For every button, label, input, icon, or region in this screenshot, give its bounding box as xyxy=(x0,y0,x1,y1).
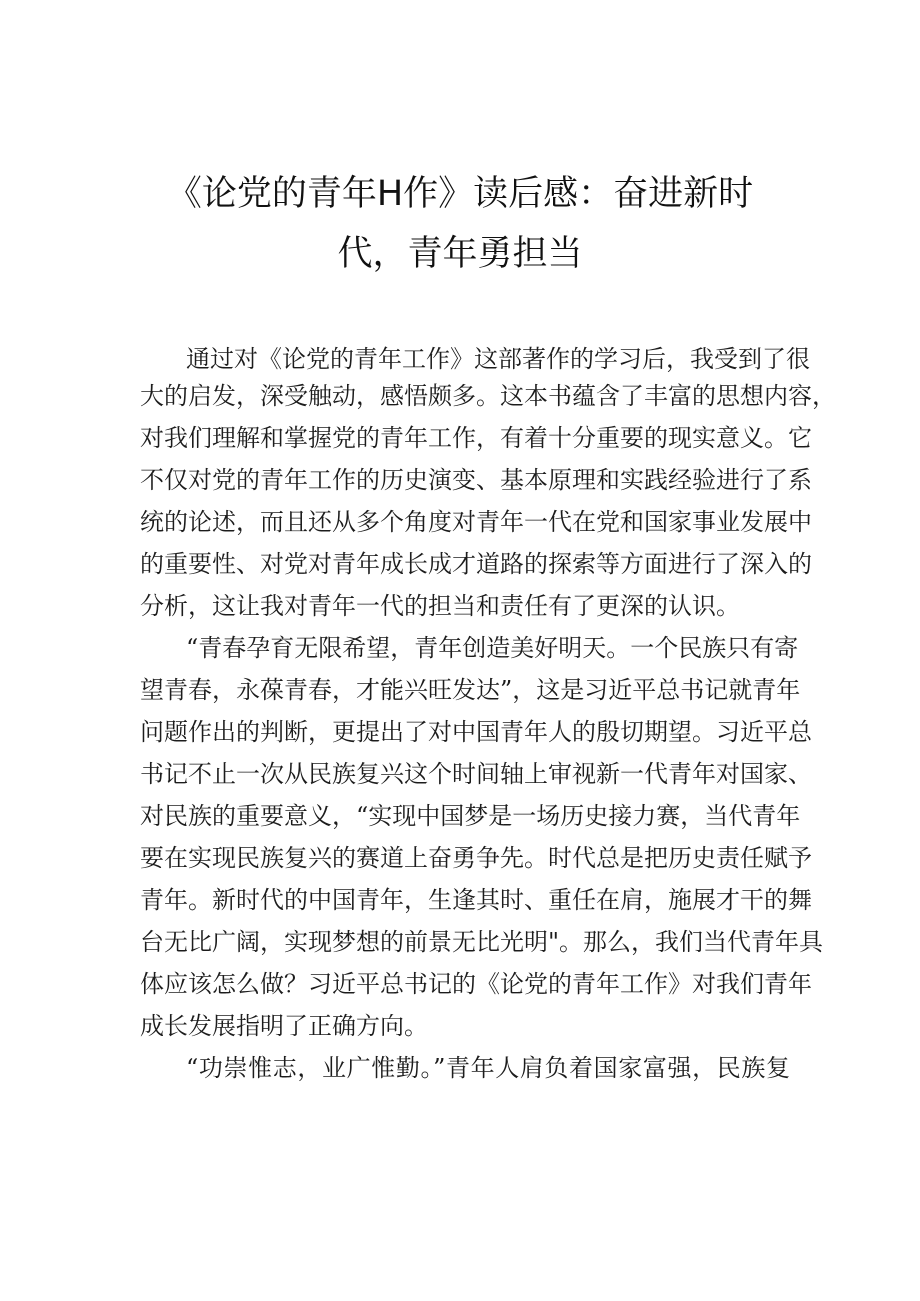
document-title-line-1: 《论党的青年H作》读后感：奋进新时 xyxy=(166,174,754,214)
text-line: 书记不止一次从民族复兴这个时间轴上审视新一代青年对国家、 xyxy=(140,760,812,788)
text-line: 望青春，永葆青春，才能兴旺发达”，这是习近平总书记就青年 xyxy=(140,676,801,704)
text-line: 要在实现民族复兴的赛道上奋勇争先。时代总是把历史责任赋予 xyxy=(140,844,812,872)
text-line: 青年。新时代的中国青年，生逢其时、重任在肩，施展才干的舞 xyxy=(140,886,812,914)
document-title-line-2: 代，青年勇担当 xyxy=(337,234,583,274)
text-line: “青春孕育无限希望，青年创造美好明天。一个民族只有寄 xyxy=(186,634,799,662)
text-line: 体应该怎么做？习近平总书记的《论党的青年工作》对我们青年 xyxy=(140,970,812,998)
text-line: 对民族的重要意义，“实现中国梦是一场历史接力赛，当代青年 xyxy=(140,802,801,830)
text-line: 大的启发，深受触动，感悟颇多。这本书蕴含了丰富的思想内容， xyxy=(140,382,836,410)
text-line: 的重要性、对党对青年成长成才道路的探索等方面进行了深入的 xyxy=(140,550,812,578)
text-line: 统的论述，而且还从多个角度对青年一代在党和国家事业发展中 xyxy=(140,508,812,536)
text-line: 分析，这让我对青年一代的担当和责任有了更深的认识。 xyxy=(140,592,740,620)
text-line: 成长发展指明了正确方向。 xyxy=(140,1012,428,1040)
text-line: 问题作出的判断，更提出了对中国青年人的殷切期望。习近平总 xyxy=(140,718,812,746)
text-line: “功崇惟志，业广惟勤。”青年人肩负着国家富强，民族复 xyxy=(186,1054,790,1082)
text-line: 对我们理解和掌握党的青年工作，有着十分重要的现实意义。它 xyxy=(140,424,812,452)
text-line: 台无比广阔，实现梦想的前景无比光明"。那么，我们当代青年具 xyxy=(140,928,824,956)
text-line: 通过对《论党的青年工作》这部著作的学习后，我受到了很 xyxy=(186,345,810,373)
text-line: 不仅对党的青年工作的历史演变、基本原理和实践经验进行了系 xyxy=(140,466,812,494)
